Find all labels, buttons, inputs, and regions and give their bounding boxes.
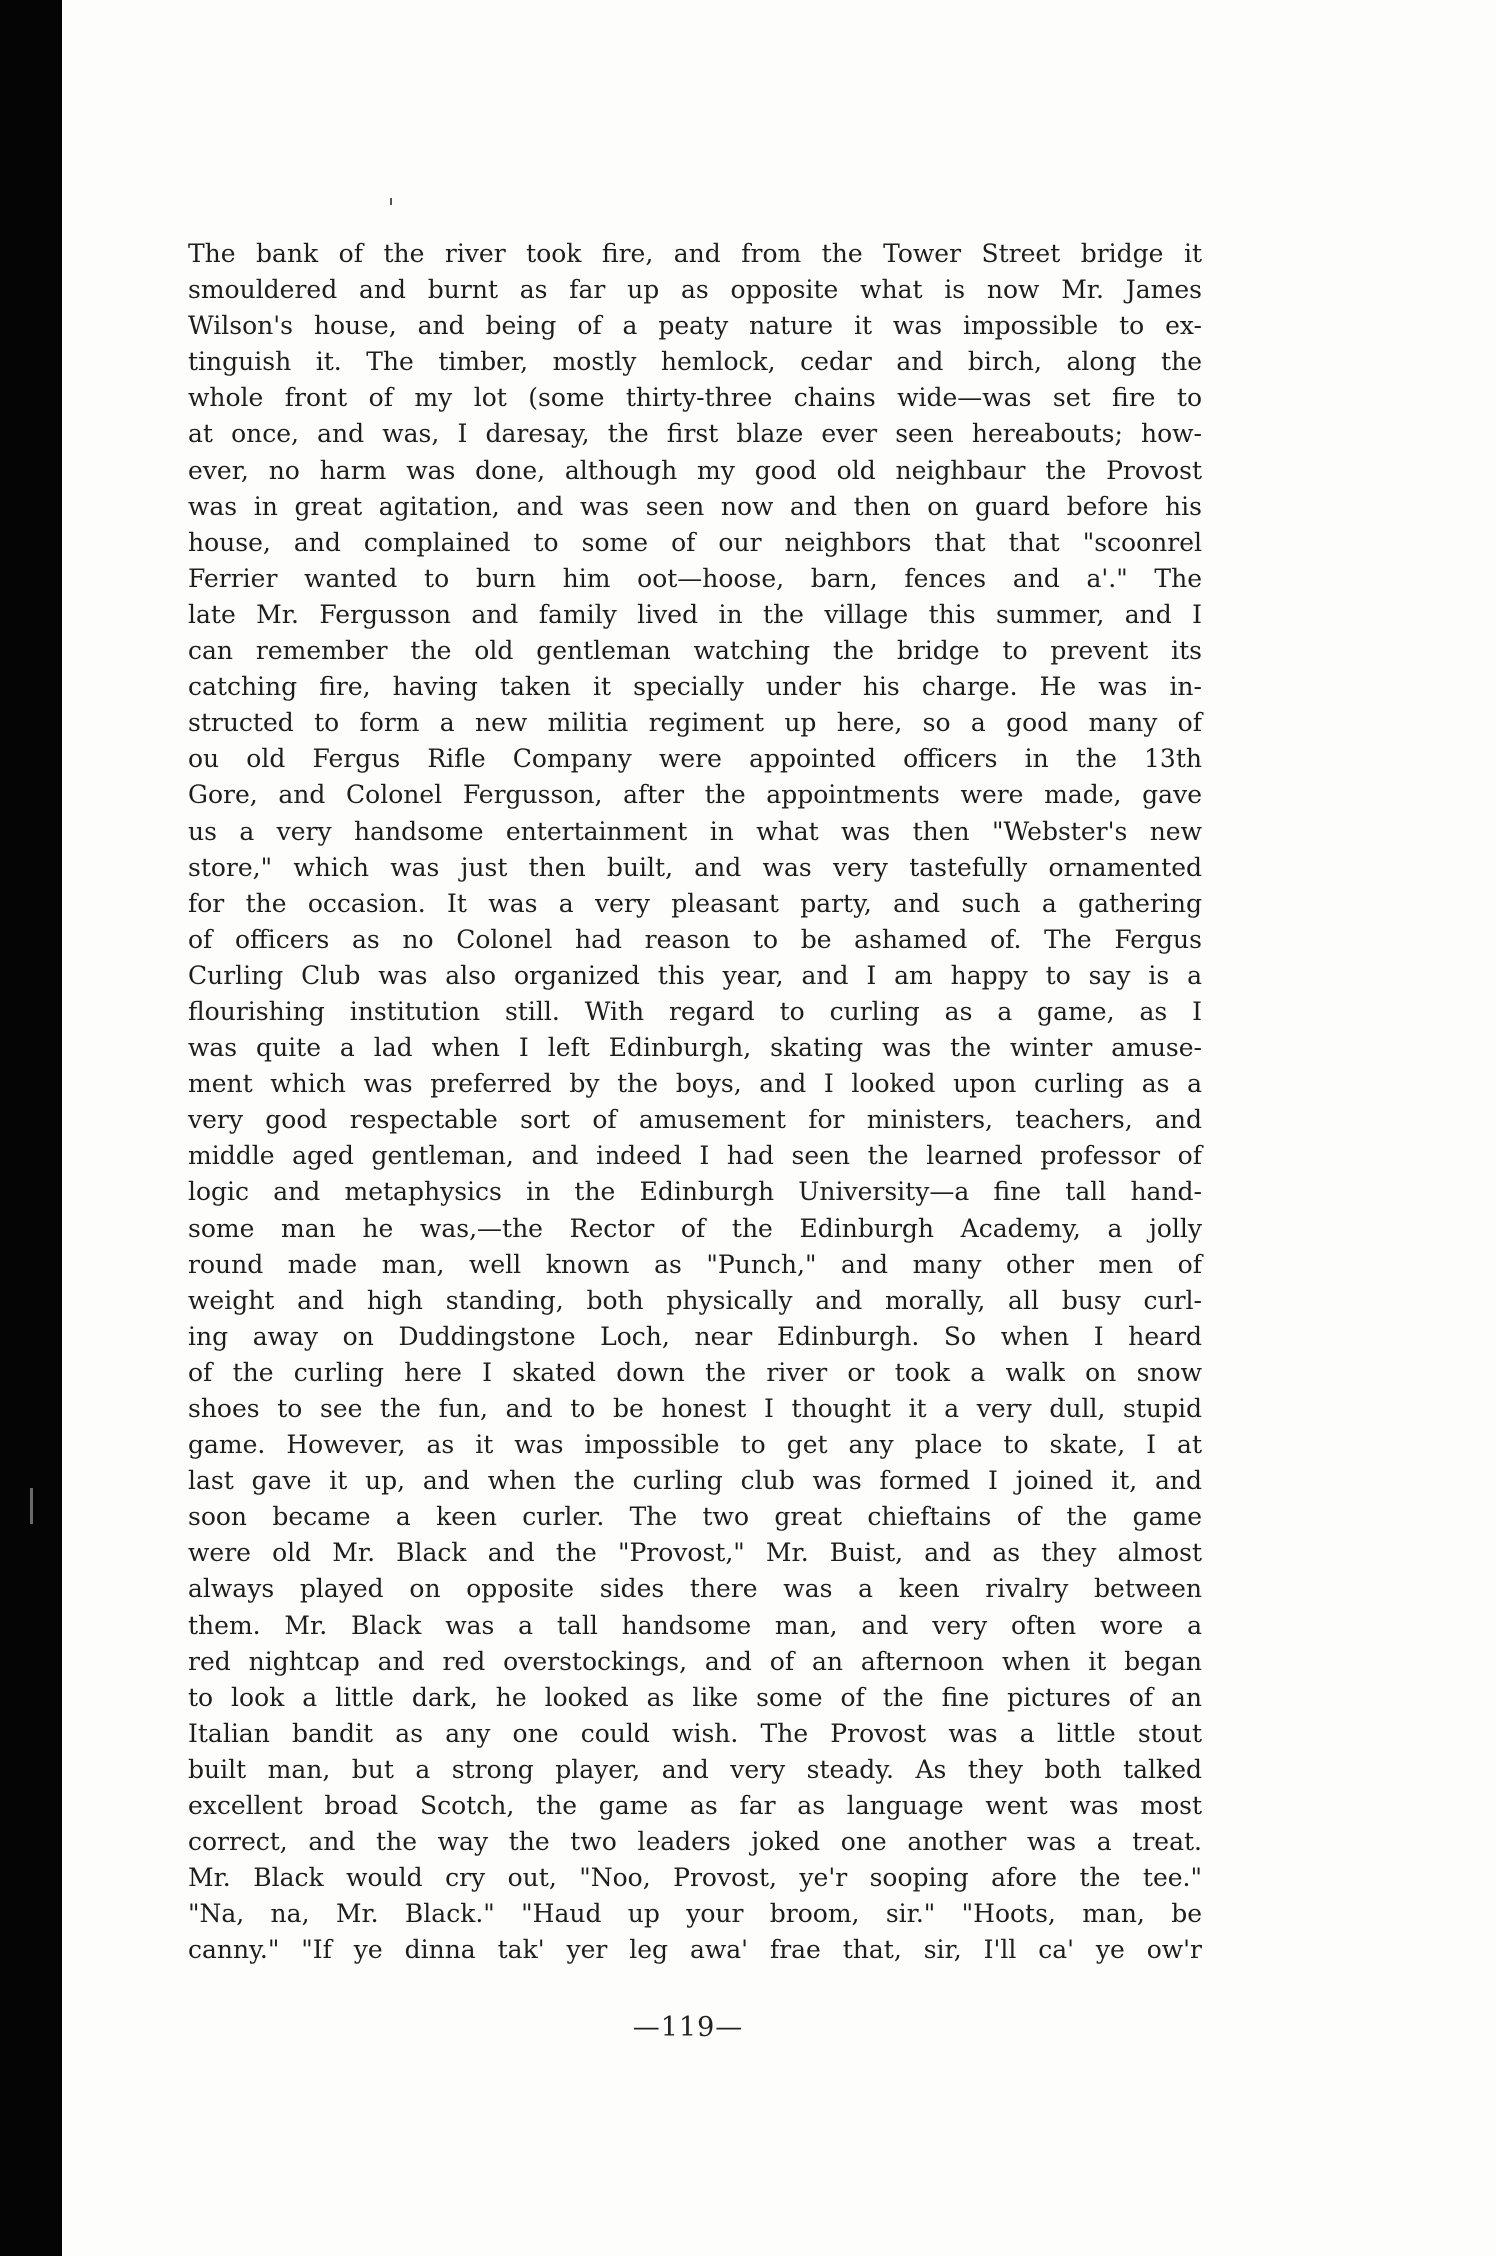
text-line: The bank of the river took fire, and from the Tower Street bridge it	[188, 239, 1202, 268]
text-line: whole front of my lot (some thirty-three chains wide—was set fire to	[188, 383, 1202, 413]
text-line: very good respectable sort of amusement for ministers, teachers, and	[188, 1105, 1202, 1135]
text-line: was quite a lad when I left Edinburgh, skating was the winter amuse-	[188, 1033, 1202, 1063]
text-line: excellent broad Scotch, the game as far as language went was most	[188, 1791, 1202, 1821]
text-line: ing away on Duddingstone Loch, near Edinburgh. So when I heard	[188, 1321, 1202, 1351]
text-line: Ferrier wanted to burn him oot—hoose, barn, fences and a'." The	[188, 563, 1202, 593]
text-line: of officers as no Colonel had reason to be ashamed of. The Fergus	[188, 924, 1202, 954]
text-line: were old Mr. Black and the "Provost," Mr. Buist, and as they almost	[188, 1538, 1202, 1568]
text-line: logic and metaphysics in the Edinburgh University—a fine tall hand-	[188, 1177, 1202, 1207]
text-line: ou old Fergus Rifle Company were appointed officers in the 13th	[188, 744, 1202, 774]
text-line: round made man, well known as "Punch," and many other men of	[188, 1249, 1202, 1279]
text-line: was in great agitation, and was seen now and then on guard before his	[188, 491, 1202, 521]
text-line: canny." "If ye dinna tak' yer leg awa' frae that, sir, I'll ca' ye ow'r	[188, 1935, 1202, 1965]
page-number: —119—	[632, 2012, 744, 2043]
text-line: weight and high standing, both physically and morally, all busy curl-	[188, 1285, 1202, 1315]
text-line: built man, but a strong player, and very steady. As they both talked	[188, 1754, 1202, 1784]
text-line: structed to form a new militia regiment up here, so a good many of	[188, 708, 1202, 738]
text-line: Italian bandit as any one could wish. The Provost was a little stout	[188, 1718, 1202, 1748]
text-line: to look a little dark, he looked as like some of the fine pictures of an	[188, 1682, 1202, 1712]
text-line: house, and complained to some of our neighbors that that "scoonrel	[188, 527, 1202, 557]
page-body-text	[188, 236, 1202, 1969]
text-line: ever, no harm was done, although my good old neighbaur the Provost	[188, 455, 1202, 485]
text-line: for the occasion. It was a very pleasant party, and such a gathering	[188, 888, 1202, 918]
text-line: Wilson's house, and being of a peaty nature it was impossible to ex-	[188, 311, 1202, 341]
stray-ink-mark	[390, 198, 392, 205]
text-line: can remember the old gentleman watching the bridge to prevent its	[188, 636, 1202, 666]
text-line: of the curling here I skated down the river or took a walk on snow	[188, 1357, 1202, 1387]
book-page	[62, 0, 1496, 2256]
text-line: tinguish it. The timber, mostly hemlock, cedar and birch, along the	[188, 347, 1202, 377]
text-line: last gave it up, and when the curling club was formed I joined it, and	[188, 1466, 1202, 1496]
text-line: smouldered and burnt as far up as opposite what is now Mr. James	[188, 275, 1202, 305]
text-line: ment which was preferred by the boys, and I looked upon curling as a	[188, 1069, 1202, 1099]
text-line: red nightcap and red overstockings, and of an afternoon when it began	[188, 1646, 1202, 1676]
text-line: some man he was,—the Rector of the Edinburgh Academy, a jolly	[188, 1213, 1202, 1243]
text-line: catching fire, having taken it specially under his charge. He was in-	[188, 672, 1202, 702]
text-line: flourishing institution still. With regard to curling as a game, as I	[188, 996, 1202, 1026]
text-line: soon became a keen curler. The two great chieftains of the game	[188, 1502, 1202, 1532]
text-line: them. Mr. Black was a tall handsome man, and very often wore a	[188, 1610, 1202, 1640]
text-line: shoes to see the fun, and to be honest I thought it a very dull, stupid	[188, 1394, 1202, 1423]
text-line: correct, and the way the two leaders joked one another was a treat.	[188, 1827, 1202, 1857]
text-line: middle aged gentleman, and indeed I had seen the learned professor of	[188, 1141, 1202, 1171]
text-line: Curling Club was also organized this year, and I am happy to say is a	[188, 960, 1202, 990]
text-line: game. However, as it was impossible to get any place to skate, I at	[188, 1430, 1202, 1460]
scan-margin-bar	[0, 0, 62, 2256]
text-line: us a very handsome entertainment in what was then "Webster's new	[188, 816, 1202, 846]
text-line: always played on opposite sides there was a keen rivalry between	[188, 1574, 1202, 1604]
text-line: late Mr. Fergusson and family lived in the village this summer, and I	[188, 599, 1202, 629]
text-line: store," which was just then built, and was very tastefully ornamented	[188, 852, 1202, 882]
text-line: Mr. Black would cry out, "Noo, Provost, ye'r sooping afore the tee."	[188, 1863, 1202, 1893]
text-line: Gore, and Colonel Fergusson, after the appointments were made, gave	[188, 780, 1202, 810]
text-line: "Na, na, Mr. Black." "Haud up your broom, sir." "Hoots, man, be	[188, 1899, 1202, 1929]
text-line: at once, and was, I daresay, the first blaze ever seen hereabouts; how-	[188, 419, 1202, 449]
binding-mark	[30, 1488, 33, 1524]
